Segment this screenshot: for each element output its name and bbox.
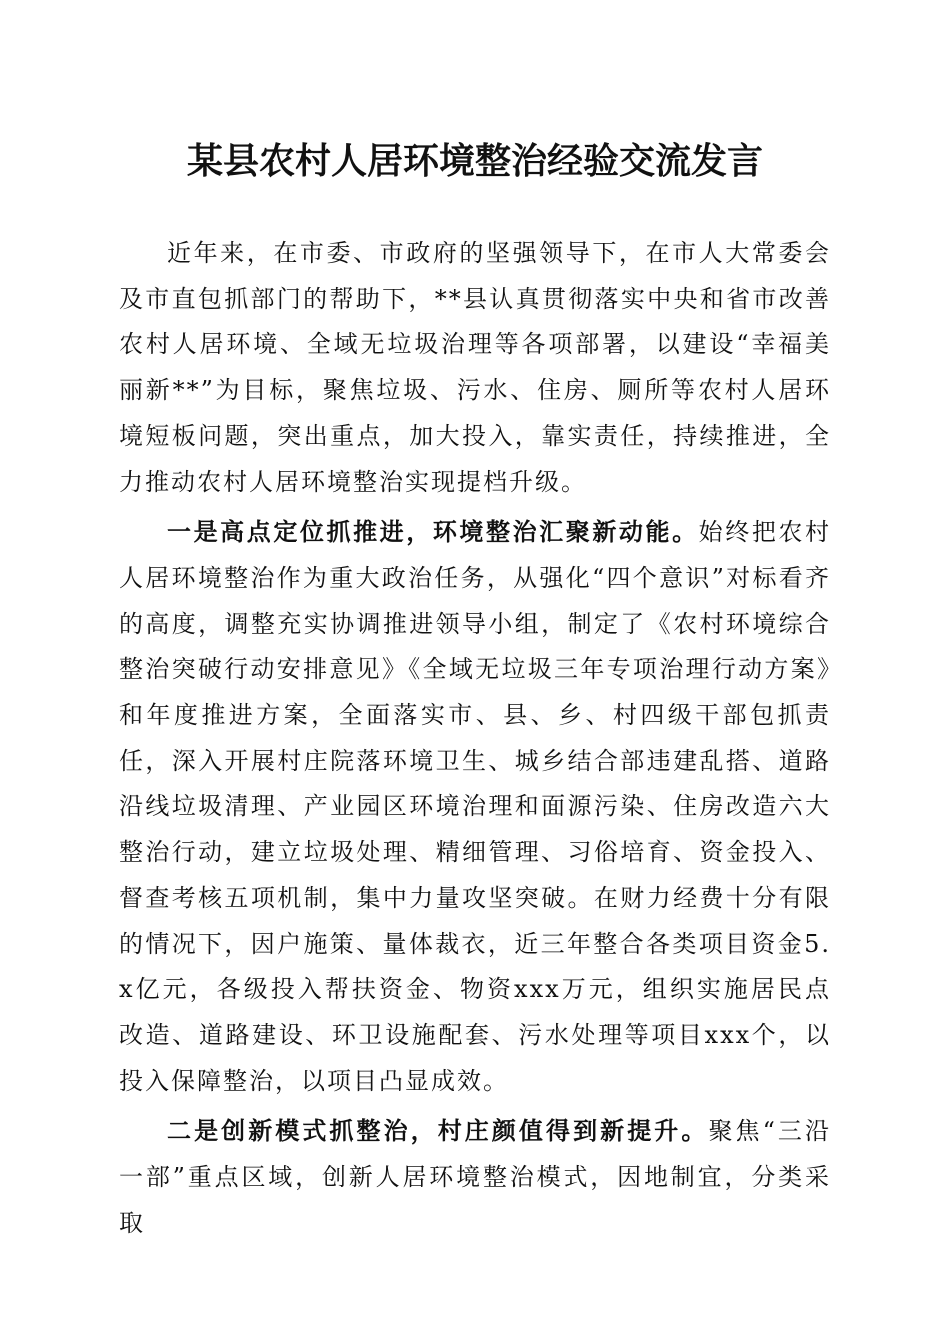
section-one-text: 始终把农村人居环境整治作为重大政治任务，从强化“四个意识”对标看齐的高度，调整充实协调推进领导小组，制定了《农村环境综合整治突破行动安排意见》《全域无垃圾三年专项治理行动方案》和年度推进方案，全面落实市、县、乡、村四级干部包抓责任，深入开展村庄院落环境卫生、城乡结合部违建乱搭、道路沿线垃圾清理、产业园区环境治理和面源污染、住房改造六大整治行动，建立垃圾处理、精细管理、习俗培育、资金投入、督查考核五项机制，集中力量攻坚突破。在财力经费十分有限的情况下，因户施策、量体裁衣，近三年整合各类项目资金5.x亿元，各级投入帮扶资金、物资xxx万元，组织实施居民点改造、道路建设、环卫设施配套、污水处理等项目xxx个，以投入保障整治，以项目凸显成效。 — [119, 518, 832, 1095]
section-two-text: 聚焦“三沿一部”重点区域，创新人居环境整治模式，因地制宜，分类采取 — [119, 1117, 831, 1237]
paragraph-intro-text: 近年来，在市委、市政府的坚强领导下，在市人大常委会及市直包抓部门的帮助下，**县认真贯彻落实中央和省市改善农村人居环境、全域无垃圾治理等各项部署，以建设“幸福美丽新**”为目标，聚焦垃圾、污水、住房、厕所等农村人居环境短板问题，突出重点，加大投入，靠实责任，持续推进，全力推动农村人居环境整治实现提档升级。 — [119, 239, 831, 496]
paragraph-section-two — [119, 1108, 831, 1246]
document-title: 某县农村人居环境整治经验交流发言 — [186, 140, 763, 182]
section-one-heading: 一是高点定位抓推进，环境整治汇聚新动能。 — [167, 517, 699, 547]
paragraph-section-one — [119, 509, 831, 1104]
paragraph-intro — [119, 231, 831, 505]
document-body — [119, 231, 831, 1246]
section-two-heading: 二是创新模式抓整治，村庄颜值得到新提升。 — [167, 1116, 709, 1146]
